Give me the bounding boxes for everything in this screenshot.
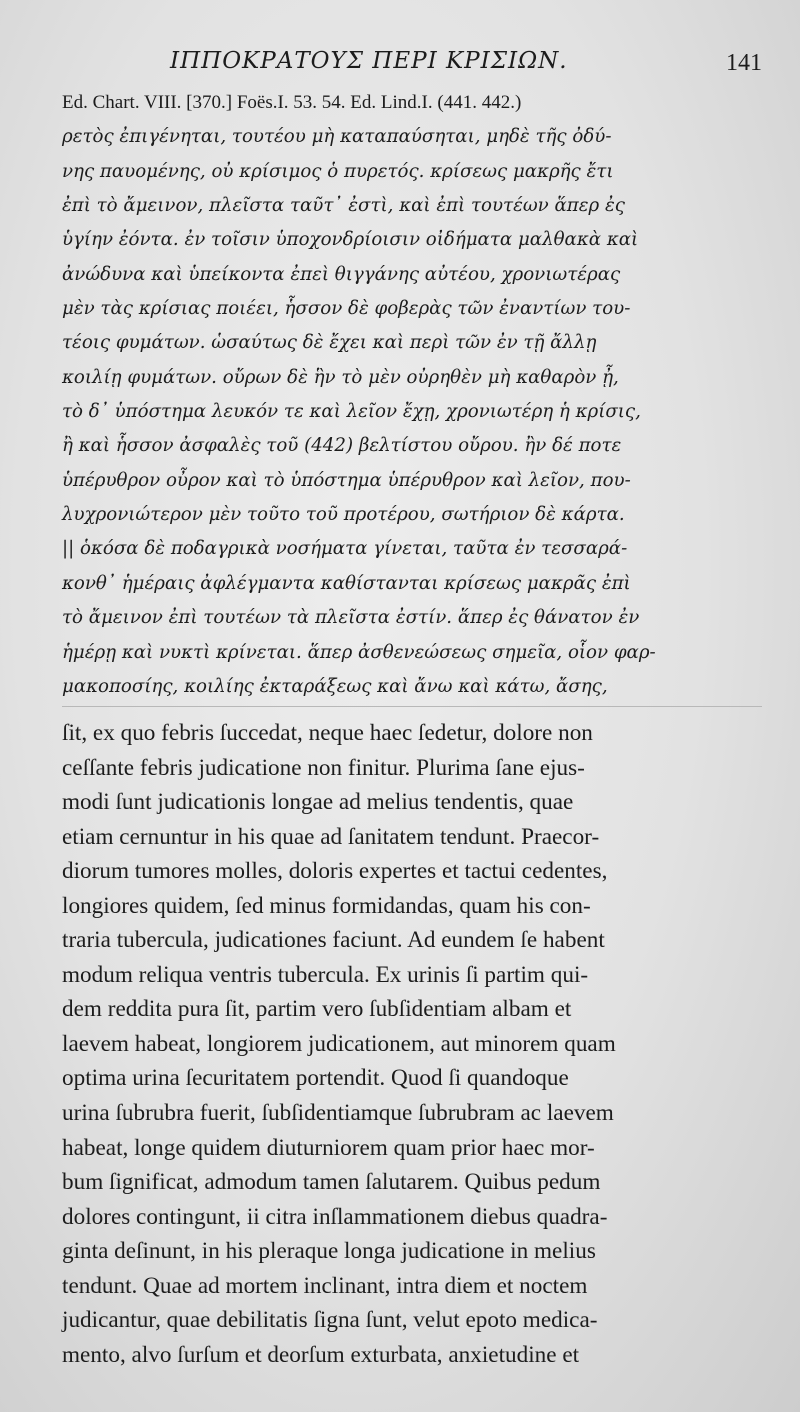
greek-text-line: ἡμέρῃ καὶ νυκτὶ κρίνεται. ἅπερ ἀσθενεώσεως σημεῖα, οἷον φαρ- [62,641,656,663]
running-title: ΙΠΠΟΚΡΑΤΟΥΣ ΠΕΡΙ ΚΡΙΣΙΩΝ. [170,48,568,74]
section-divider [62,706,762,707]
latin-text-line: ſit, ex quo febris ſuccedat, neque haec ſedetur, dolore non [62,720,593,746]
greek-text-line: ὑπέρυθρον οὖρον καὶ τὸ ὑπόστημα ὑπέρυθρον καὶ λεῖον, που- [62,469,631,491]
latin-text-line: etiam cernuntur in his quae ad ſanitatem tendunt. Praecor- [62,823,600,850]
latin-text-line: modi ſunt judicationis longae ad melius tendentis, quae [62,789,574,816]
latin-text-line: laevem habeat, longiorem judicationem, aut minorem quam [62,1030,616,1057]
page-header [170,44,780,84]
latin-text-line: optima urina ſecuritatem portendit. Quod ſi quandoque [62,1065,569,1092]
greek-text-line: νης παυομένης, οὐ κρίσιμος ὁ πυρετός. κρίσεως μακρῆς ἔτι [62,160,614,182]
greek-text-line: ὑγίην ἐόντα. ἐν τοῖσιν ὑποχονδρίοισιν οἰδήματα μαλθακὰ καὶ [62,229,639,251]
latin-text-line: mento, alvo ſurſum et deorſum exturbata, anxietudine et [62,1341,580,1368]
latin-text-line: habeat, longe quidem diuturniorem quam prior haec mor- [62,1134,595,1161]
edition-reference-line: Ed. Chart. VIII. [370.] Foës.I. 53. 54. Ed. Lind.I. (441. 442.) [62,92,522,113]
latin-text-line: traria tubercula, judicationes faciunt. Ad eundem ſe habent [62,927,605,954]
latin-text-line: dem reddita pura ſit, partim vero ſubſidentiam albam et [62,996,572,1023]
greek-text-block [62,86,782,704]
greek-text-line: κονθ᾽ ἡμέραις ἀφλέγμαντα καθίστανται κρίσεως μακρᾶς ἐπὶ [62,572,631,594]
greek-text-line: κοιλίῃ φυμάτων. οὔρων δὲ ἣν τὸ μὲν οὐρηθὲν μὴ καθαρὸν ᾖ, [62,366,619,388]
latin-text-line: judicantur, quae debilitatis ſigna ſunt, velut epoto medica- [62,1307,598,1334]
latin-text-line: dolores contingunt, ii citra inſlammationem diebus quadra- [62,1203,608,1230]
latin-text-line: ginta deſinunt, in his pleraque longa judicatione in melius [62,1238,596,1265]
greek-text-line: ρετὸς ἐπιγένηται, τουτέου μὴ καταπαύσηται, μηδὲ τῆς ὀδύ- [62,126,612,148]
greek-text-line: τὸ δ᾽ ὑπόστημα λευκόν τε καὶ λεῖον ἔχῃ, χρονιωτέρη ἡ κρίσις, [62,401,641,423]
latin-text-line: ceſſante febris judicatione non finitur. Plurima ſane ejus- [62,754,585,781]
latin-text-line: urina ſubrubra fuerit, ſubſidentiamque ſubrubram ac laevem [62,1100,614,1127]
latin-text-line: tendunt. Quae ad mortem inclinant, intra diem et noctem [62,1272,588,1299]
greek-text-line: λυχρονιώτερον μὲν τοῦτο τοῦ προτέρου, σωτήριον δὲ κάρτα. [62,504,625,526]
latin-text-line: diorum tumores molles, doloris expertes et tactui cedentes, [62,858,608,885]
greek-text-line: τὸ ἄμεινον ἐπὶ τουτέων τὰ πλεῖστα ἐστίν. ἅπερ ἐς θάνατον ἐν [62,607,640,629]
greek-text-line: μὲν τὰς κρίσιας ποιέει, ἧσσον δὲ φοβερὰς τῶν ἐναντίων του- [62,298,631,320]
greek-text-line: ἢ καὶ ἧσσον ἀσφαλὲς τοῦ (442) βελτίστου οὔρου. ἢν δέ ποτε [62,435,622,457]
latin-text-line: bum ſignificat, admodum tamen ſalutarem. Quibus pedum [62,1169,601,1196]
latin-text-block [62,716,782,1372]
greek-text-line: μακοποσίης, κοιλίης ἐκταράξεως καὶ ἄνω καὶ κάτω, ἄσης, [62,675,608,697]
latin-text-line: longiores quidem, ſed minus formidandas, quam his con- [62,892,591,919]
latin-text-line: modum reliqua ventris tubercula. Ex urinis ſi partim qui- [62,961,589,988]
greek-text-line: τέοις φυμάτων. ὡσαύτως δὲ ἔχει καὶ περὶ τῶν ἐν τῇ ἄλλῃ [62,332,597,354]
greek-text-line: || ὁκόσα δὲ ποδαγρικὰ νοσήματα γίνεται, ταῦτα ἐν τεσσαρά- [62,538,628,560]
page-number: 141 [726,50,762,76]
greek-text-line: ἀνώδυνα καὶ ὑπείκοντα ἐπεὶ θιγγάνης αὐτέου, χρονιωτέρας [62,263,621,285]
greek-text-line: ἐπὶ τὸ ἄμεινον, πλεῖστα ταῦτ᾽ ἐστὶ, καὶ ἐπὶ τουτέων ἅπερ ἐς [62,195,625,217]
